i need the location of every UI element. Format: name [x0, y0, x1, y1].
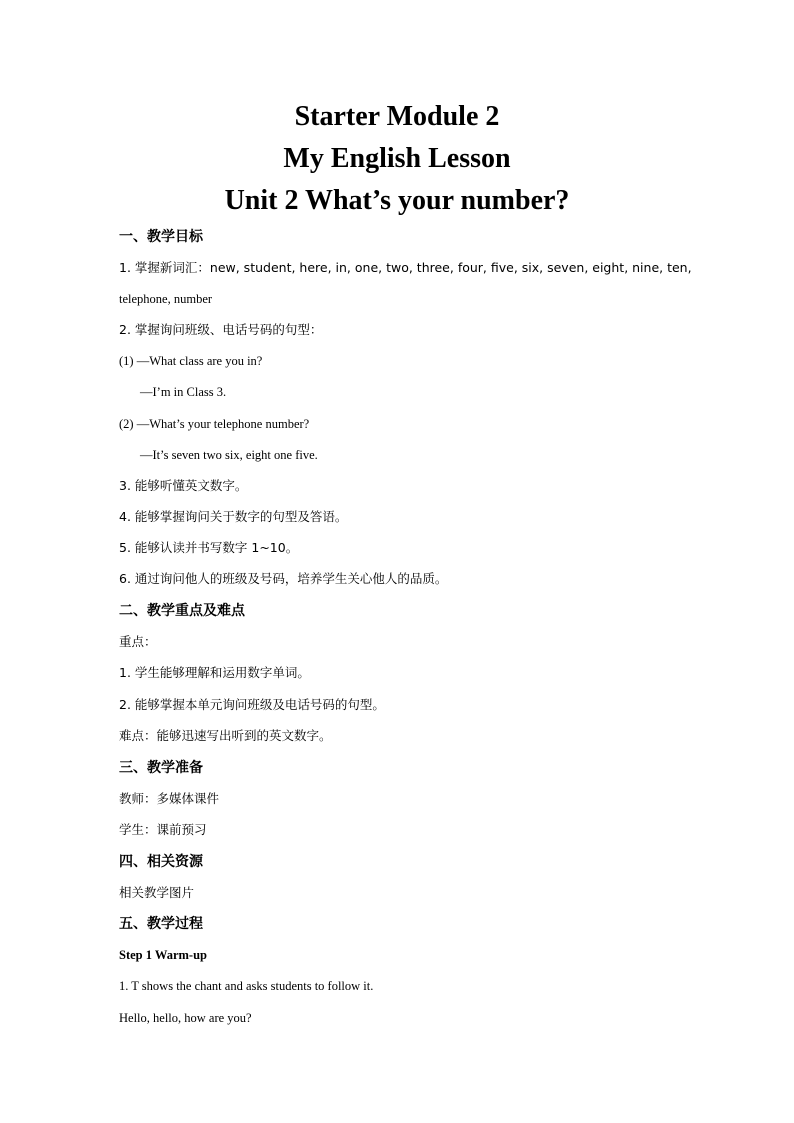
title-unit: Unit 2 What’s your number? [224, 185, 570, 216]
section-heading-resources: 四、相关资源 [119, 854, 203, 870]
dialog-1-answer: —I’m in Class 3. [140, 385, 227, 399]
dialog-1-question: (1) —What class are you in? [119, 354, 263, 368]
key-point-1: 1. 学生能够理解和运用数字单词。 [119, 665, 310, 680]
title-lesson: My English Lesson [283, 143, 511, 174]
objective-3: 3. 能够听懂英文数字。 [119, 478, 248, 493]
section-heading-key-points: 二、教学重点及难点 [119, 603, 245, 619]
chant-line-1: Hello, hello, how are you? [119, 1011, 252, 1025]
step-1-title: Step 1 Warm-up [119, 948, 207, 962]
section-heading-process: 五、教学过程 [119, 916, 203, 932]
preparation-teacher: 教师：多媒体课件 [119, 791, 220, 806]
key-point-2: 2. 能够掌握本单元询问班级及电话号码的句型。 [119, 697, 385, 712]
objective-5: 5. 能够认读并书写数字 1~10。 [119, 540, 299, 555]
objective-4: 4. 能够掌握询问关于数字的句型及答语。 [119, 509, 348, 524]
section-heading-objectives: 一、教学目标 [119, 229, 203, 245]
title-module: Starter Module 2 [294, 101, 500, 132]
dialog-2-answer: —It’s seven two six, eight one five. [140, 448, 318, 462]
resource-item: 相关教学图片 [119, 885, 195, 900]
key-points-label: 重点： [119, 634, 157, 649]
dialog-2-question: (2) —What’s your telephone number? [119, 417, 310, 431]
objective-6: 6. 通过询问他人的班级及号码，培养学生关心他人的品质。 [119, 571, 448, 586]
preparation-student: 学生：课前预习 [119, 822, 207, 837]
objective-1-line-2: telephone, number [119, 292, 213, 306]
objective-2: 2. 掌握询问班级、电话号码的句型： [119, 322, 323, 337]
section-heading-preparation: 三、教学准备 [119, 760, 203, 776]
difficulty: 难点：能够迅速写出听到的英文数字。 [119, 728, 332, 743]
objective-1-line-1: 1. 掌握新词汇：new, student, here, in, one, two, three, four, five, six, seven, eight, nine, ten, [119, 260, 692, 275]
step-1-item-1: 1. T shows the chant and asks students to follow it. [119, 979, 374, 993]
